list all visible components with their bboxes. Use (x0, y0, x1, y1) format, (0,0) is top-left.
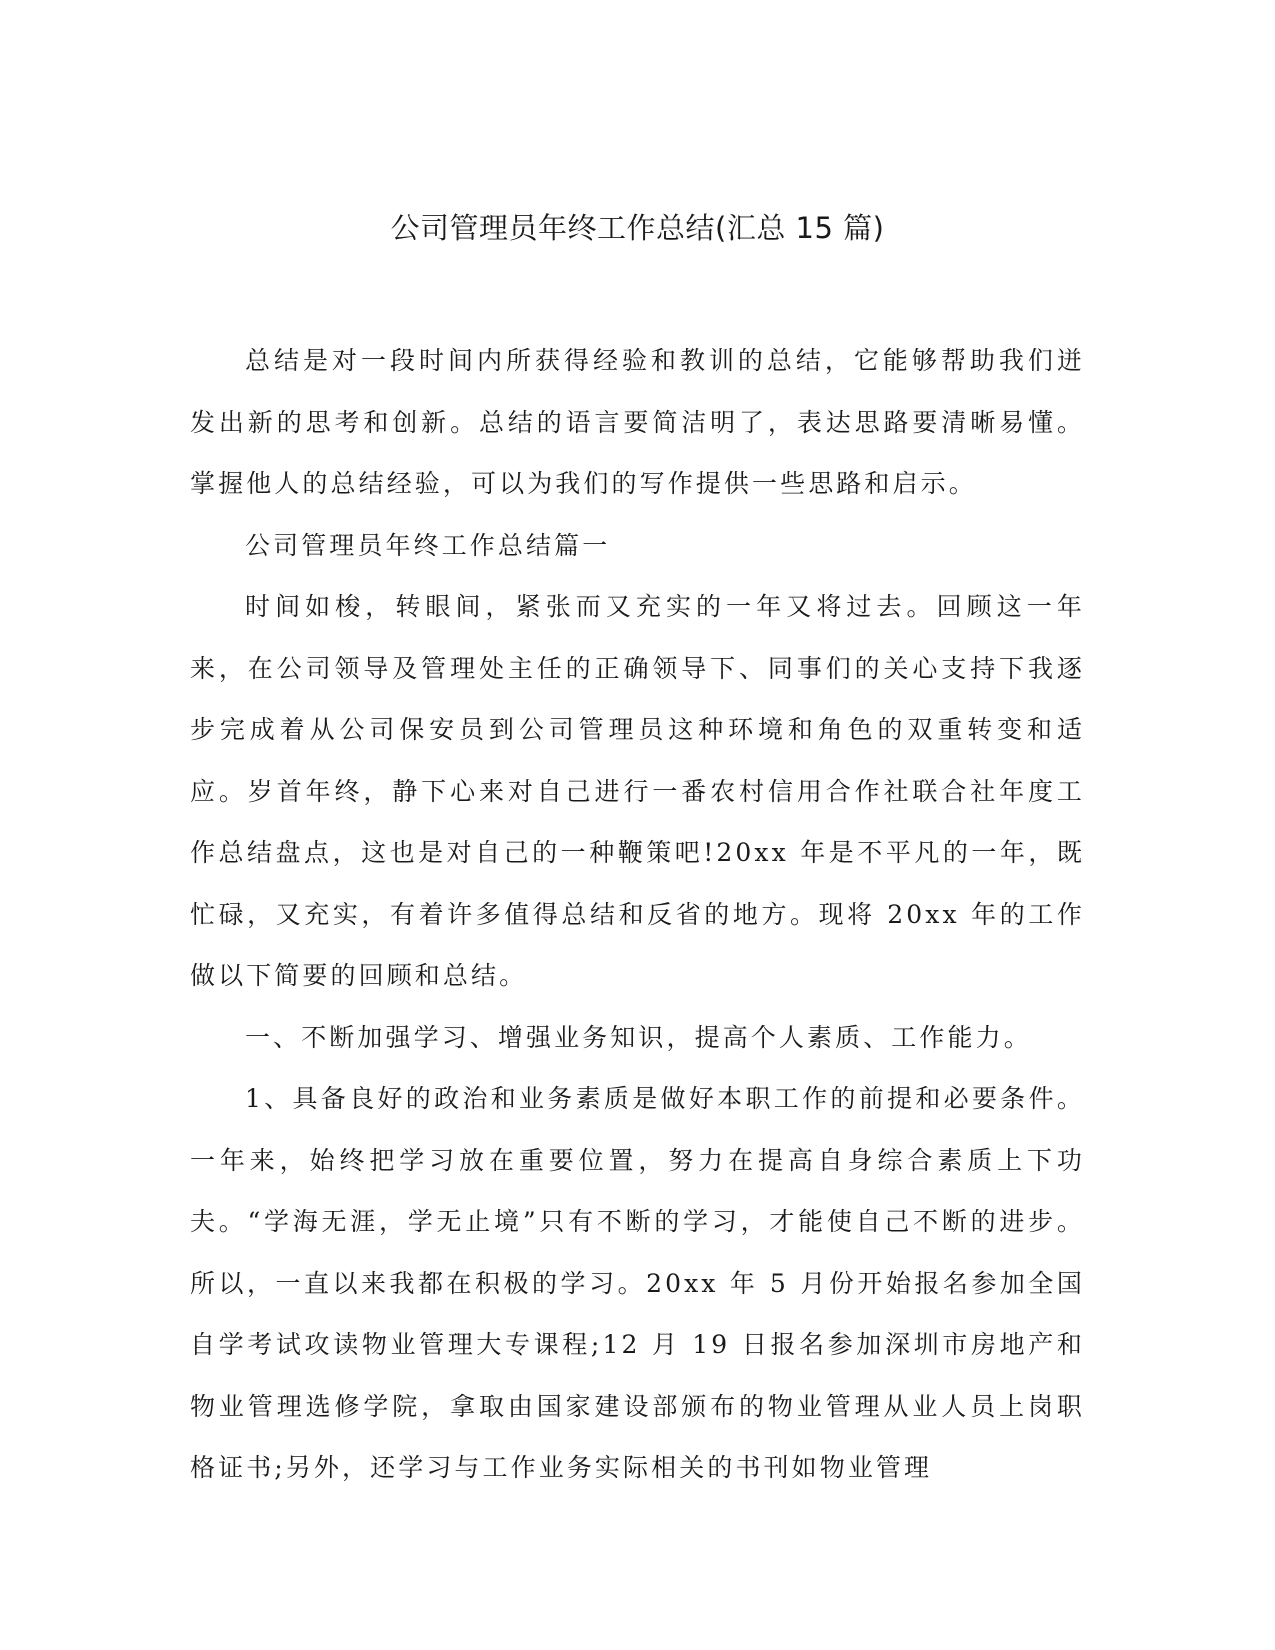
intro-paragraph: 总结是对一段时间内所获得经验和教训的总结，它能够帮助我们迸发出新的思考和创新。总结的语言要简洁明了，表达思路要清晰易懂。掌握他人的总结经验，可以为我们的写作提供一些思路和启示。 (190, 346, 1085, 498)
document-title: 公司管理员年终工作总结(汇总 15 篇) (390, 211, 885, 245)
subsection-heading: 一、不断加强学习、增强业务知识，提高个人素质、工作能力。 (245, 1022, 1032, 1052)
body-paragraph: 1、具备良好的政治和业务素质是做好本职工作的前提和必要条件。一年来，始终把学习放在重要位置，努力在提高自身综合素质上下功夫。“学海无涯，学无止境”只有不断的学习，才能使自己不断的进步。所以，一直以来我都在积极的学习。20xx 年 5 月份开始报名参加全国自学考试攻读物业管理大专课程;12 月 19 日报名参加深圳市房地产和物业管理选修学院，拿取由国家建设部颁布的物业管理从业人员上岗职格证书;另外，还学习与工作业务实际相关的书刊如物业管理 (190, 1084, 1085, 1482)
section-heading: 公司管理员年终工作总结篇一 (245, 530, 611, 560)
document-body (190, 330, 1085, 1499)
body-paragraph: 时间如梭，转眼间，紧张而又充实的一年又将过去。回顾这一年来，在公司领导及管理处主任的正确领导下、同事们的关心支持下我逐步完成着从公司保安员到公司管理员这种环境和角色的双重转变和适应。岁首年终，静下心来对自己进行一番农村信用合作社联合社年度工作总结盘点，这也是对自己的一种鞭策吧!20xx 年是不平凡的一年，既忙碌，又充实，有着许多值得总结和反省的地方。现将 20xx 年的工作做以下简要的回顾和总结。 (190, 592, 1085, 990)
